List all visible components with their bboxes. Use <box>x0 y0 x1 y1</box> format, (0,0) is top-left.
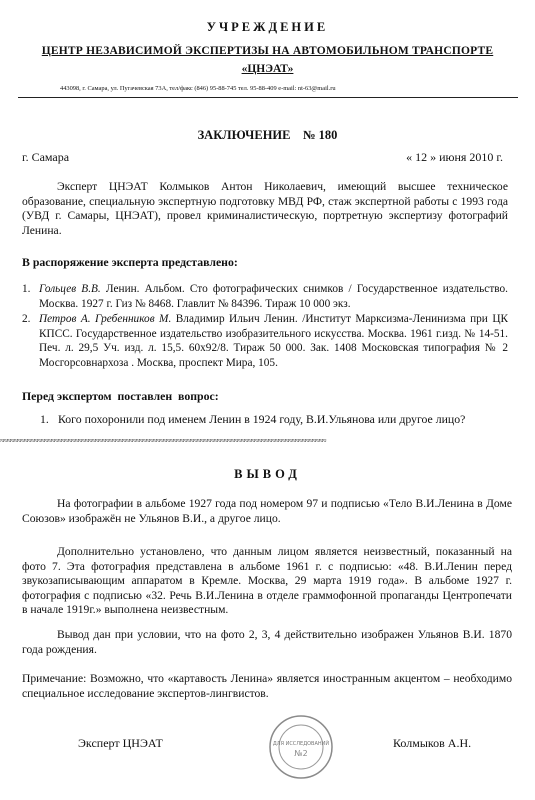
organization-address: 443098, г. Самара, ул. Пугачевская 73А, тел/факс (846) 95-88-745 тел. 95-88-409 e-mail: nt-63@mail.ru <box>60 85 336 92</box>
list-item-body: Ленин. Альбом. Сто фотографических снимков / Государственное издательство. Москва. 1927 г. Гиз № 8468. Главлит № 84396. Тираж 10 000 экз. <box>39 283 508 310</box>
conclusion-paragraph-1: На фотографии в альбоме 1927 года под номером 97 и подписью «Тело В.И.Ленина в Доме Союзов» изображён не Ульянов В.И., а другое лицо. <box>22 497 512 525</box>
conclusion-paragraph-2: Дополнительно установлено, что данным лицом является неизвестный, показанный на фото 7. Эта фотография представлена в альбоме 1961 г. с подписью: «48. В.И.Ленин перед звукозаписывающим аппаратом в Кремле. Москва, 29 марта 1919 года». В альбоме 1927 г. фотография с подписью «32. Речь В.И.Ленина в отделе граммофонной пропаганды Центропечати в начале 1919г.» выполнена неизвестным. <box>22 545 512 616</box>
document-date: « 12 » июня 2010 г. <box>406 150 503 164</box>
document-city: г. Самара <box>22 150 70 164</box>
document-title: ЗАКЛЮЧЕНИЕ № 180 <box>197 128 338 142</box>
stamp-seal-icon <box>266 712 336 782</box>
list-item-author: Гольцев В.В. <box>39 283 101 295</box>
note-paragraph: Примечание: Возможно, что «картавость Ленина» является иностранным акцентом – необходимо специальное исследование экспертов-лингвистов. <box>22 672 512 700</box>
intro-paragraph: Эксперт ЦНЭАТ Колмыков Антон Николаевич, имеющий высшее техническое образование, специальную экспертную подготовку МВД РФ, стаж экспертной работы с 1993 года (УВД г. Самары, ЦНЭАТ), провел криминалистическую, портретную экспертизу фотографий Ленина. <box>22 180 508 237</box>
materials-heading: В распоряжение эксперта представлено: <box>22 255 238 269</box>
list-item-number: 1. <box>22 283 31 295</box>
list-item-text <box>39 312 508 370</box>
question-number: 1. <box>40 412 49 426</box>
list-item <box>22 312 508 370</box>
list-item <box>22 282 508 311</box>
organization-name: ЦЕНТР НЕЗАВИСИМОЙ ЭКСПЕРТИЗЫ НА АВТОМОБИЛЬНОМ ТРАНСПОРТЕ <box>41 45 494 57</box>
institution-label: УЧРЕЖДЕНИЕ <box>206 20 329 34</box>
list-item-number: 2. <box>22 313 31 325</box>
signature-expert-label: Эксперт ЦНЭАТ <box>78 736 163 750</box>
question-heading: Перед экспертом поставлен вопрос: <box>22 389 219 403</box>
svg-text:№2: №2 <box>294 749 308 758</box>
conclusion-heading: ВЫВОД <box>234 467 301 481</box>
conclusion-paragraph-3: Вывод дан при условии, что на фото 2, 3, 4 действительно изображен Ульянов В.И. 1870 года рождения. <box>22 628 512 656</box>
wavy-divider: ≈≈≈≈≈≈≈≈≈≈≈≈≈≈≈≈≈≈≈≈≈≈≈≈≈≈≈≈≈≈≈≈≈≈≈≈≈≈≈≈≈≈≈≈≈≈≈≈≈≈≈≈≈≈≈≈≈≈≈≈≈≈≈≈≈≈≈≈≈≈≈≈≈≈≈≈≈≈≈≈≈≈≈≈≈≈≈≈≈≈≈≈≈≈≈≈ <box>0 437 326 445</box>
question-text: Кого похоронили под именем Ленин в 1924 году, В.И.Ульянова или другое лицо? <box>58 412 466 426</box>
signature-expert-name: Колмыков А.Н. <box>393 736 472 750</box>
list-item-author: Петров А. Гребенников М. <box>39 313 172 325</box>
list-item-text <box>39 282 508 311</box>
organization-abbreviation: «ЦНЭАТ» <box>241 63 294 75</box>
header-rule <box>18 97 518 98</box>
list-item-body: Владимир Ильич Ленин. /Институт Марксизма-Ленинизма при ЦК КПСС. Государственное издательство изобразительного искусства. Москва. 1961 г.изд. № 14-51. Печ. л. 29,5 Уч. изд. л. 15,5. 60х92/8. Тираж 50 000. Зак. 1408 Московская типография № 2 Мосгорсовнархоза . Москва, проспект Мира, 105. <box>39 313 509 369</box>
stamp-text: ДЛЯ ИССЛЕДОВАНИЙ <box>272 741 330 747</box>
question-item <box>40 412 510 427</box>
